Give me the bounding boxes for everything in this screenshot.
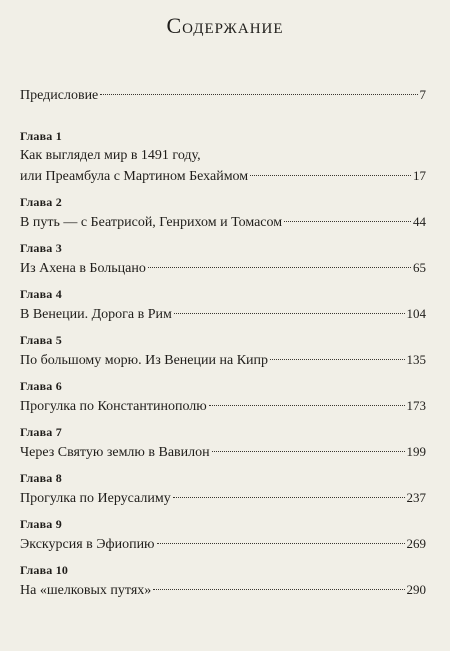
toc-entry-title: Из Ахена в Больцано [20, 261, 146, 276]
toc-page-number: 104 [406, 306, 426, 321]
toc-entry-preface[interactable] [20, 86, 426, 105]
toc-entry-title: Прогулка по Константинополю [20, 399, 207, 414]
dot-leader [148, 267, 411, 268]
chapter-label: Глава 1 [20, 129, 62, 143]
page-title: Содержание [166, 13, 284, 38]
toc-page-number: 290 [406, 582, 426, 597]
dot-leader [100, 94, 417, 95]
toc-entry-title: Экскурсия в Эфиопию [20, 537, 155, 552]
chapter-label: Глава 8 [20, 471, 62, 485]
toc-entry-chapter-8[interactable] [20, 489, 426, 508]
dot-leader [157, 543, 405, 544]
toc-entry-title: В Венеции. Дорога в Рим [20, 307, 172, 322]
toc-entry-title-line [20, 147, 426, 165]
toc-page-number: 44 [413, 214, 426, 229]
toc-entry-chapter-7[interactable] [20, 443, 426, 462]
toc-entry-chapter-3[interactable] [20, 259, 426, 278]
toc-entry-chapter-1[interactable] [20, 167, 426, 186]
dot-leader [173, 497, 405, 498]
toc-page-number: 17 [413, 168, 426, 183]
chapter-label: Глава 7 [20, 425, 62, 439]
chapter-label: Глава 5 [20, 333, 62, 347]
toc-page-number: 65 [413, 260, 426, 275]
toc-entry-title: По большому морю. Из Венеции на Кипр [20, 353, 269, 368]
dot-leader [284, 221, 411, 222]
toc-entry-chapter-9[interactable] [20, 535, 426, 554]
toc-entry-chapter-10[interactable] [20, 581, 426, 600]
toc-entry-title: В путь — с Беатрисой, Генрихом и Томасом [20, 215, 283, 230]
dot-leader [174, 313, 405, 314]
chapter-label: Глава 9 [20, 517, 62, 531]
toc-page-number: 173 [406, 398, 426, 413]
toc-entry-chapter-6[interactable] [20, 397, 426, 416]
toc-entry-chapter-4[interactable] [20, 305, 426, 324]
toc-entry-title: Как выглядел мир в 1491 году, [20, 148, 201, 163]
dot-leader [212, 451, 405, 452]
toc-entry-title: Через Святую землю в Вавилон [20, 445, 210, 460]
dot-leader [250, 175, 411, 176]
dot-leader [153, 589, 404, 590]
chapter-label: Глава 4 [20, 287, 62, 301]
toc-entry-title: На «шелковых путях» [20, 583, 152, 598]
toc-page-number: 135 [406, 352, 426, 367]
toc-entry-title: или Преамбула с Мартином Бехаймом [20, 169, 249, 184]
toc-entry-chapter-2[interactable] [20, 213, 426, 232]
toc-entry-title: Предисловие [20, 88, 99, 103]
dot-leader [209, 405, 405, 406]
toc-page-number: 269 [406, 536, 426, 551]
toc-page-number: 199 [406, 444, 426, 459]
toc-entry-title: Прогулка по Иерусалиму [20, 491, 171, 506]
toc-page-number: 7 [419, 87, 426, 102]
toc-page-number: 237 [406, 490, 426, 505]
dot-leader [270, 359, 404, 360]
toc-entry-chapter-5[interactable] [20, 351, 426, 370]
chapter-label: Глава 3 [20, 241, 62, 255]
chapter-label: Глава 10 [20, 563, 69, 577]
chapter-label: Глава 2 [20, 195, 62, 209]
chapter-label: Глава 6 [20, 379, 62, 393]
